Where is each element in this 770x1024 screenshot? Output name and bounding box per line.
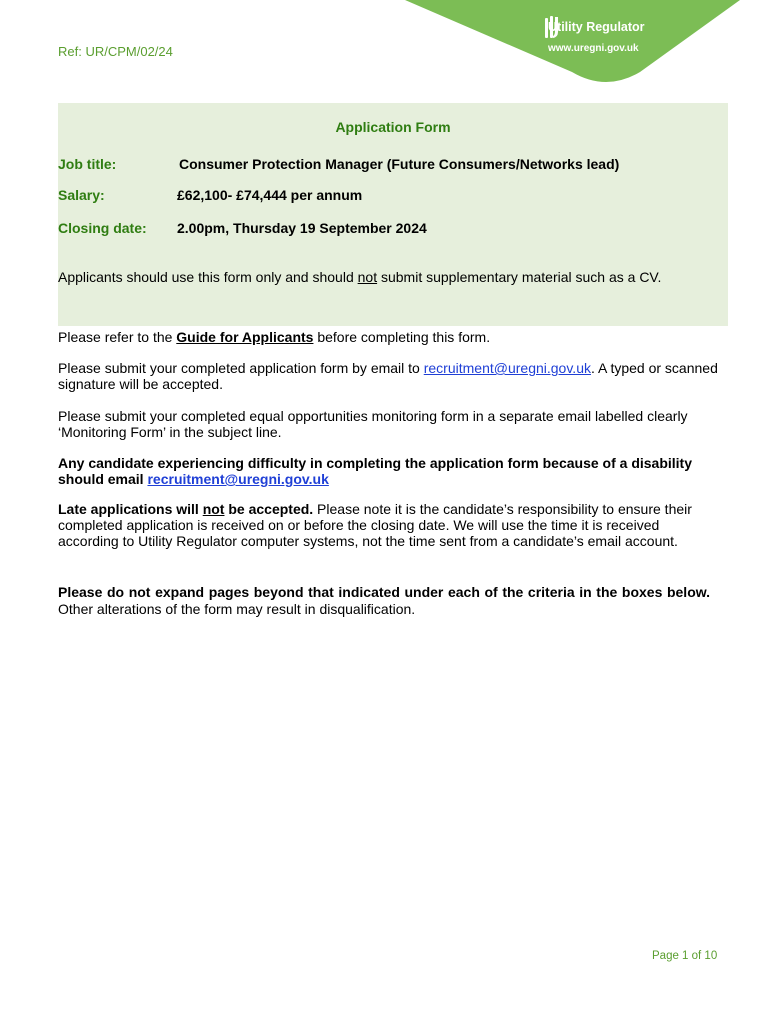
salary-value: £62,100- £74,444 per annum [177, 187, 363, 203]
guide-for-applicants-link[interactable]: Guide for Applicants [176, 329, 314, 345]
page-number: Page 1 of 10 [652, 950, 718, 962]
closing-date-label: Closing date: [58, 220, 147, 236]
late-applications-paragraph: Late applications will not be accepted. Please note it is the candidate’s responsibility to ensure their completed application is received on or before the closing date. We will use the time it is received according to Utility Regulator computer systems, not the time sent from a candidate’s email account. [58, 501, 692, 549]
banner-shape [405, 0, 740, 82]
applicant-note: Applicants should use this form only and should not submit supplementary material such as a CV. [58, 269, 662, 285]
reference-number: Ref: UR/CPM/02/24 [58, 44, 173, 59]
summary-box [58, 103, 728, 326]
recruitment-email-link[interactable]: recruitment@uregni.gov.uk [423, 360, 591, 376]
form-title: Application Form [335, 119, 451, 135]
emphasis-not-late: not [202, 501, 225, 517]
closing-date-value: 2.00pm, Thursday 19 September 2024 [177, 220, 427, 236]
job-title-label: Job title: [58, 156, 117, 172]
disability-email-link[interactable]: recruitment@uregni.gov.uk [147, 471, 329, 487]
job-title-value: Consumer Protection Manager (Future Consumers/Networks lead) [179, 156, 620, 172]
guide-paragraph: Please refer to the Guide for Applicants before completing this form. [58, 329, 491, 345]
expand-pages-paragraph: Please do not expand pages beyond that indicated under each of the criteria in the boxes below. Other alterations of the form may result in disqualification. [58, 584, 710, 617]
disability-paragraph: Any candidate experiencing difficulty in completing the application form because of a disability should email recruitment@uregni.gov.uk [58, 455, 693, 487]
monitoring-paragraph: Please submit your completed equal opportunities monitoring form in a separate email labelled clearly ‘Monitoring Form’ in the subject line. [58, 408, 688, 440]
salary-label: Salary: [58, 187, 105, 203]
logo-url: www.uregni.gov.uk [548, 43, 639, 54]
submit-paragraph: Please submit your completed application form by email to recruitment@uregni.gov.uk. A typed or scanned signature will be accepted. [58, 360, 718, 392]
emphasis-not: not [357, 269, 378, 285]
logo-name: Utility Regulator [548, 20, 645, 34]
